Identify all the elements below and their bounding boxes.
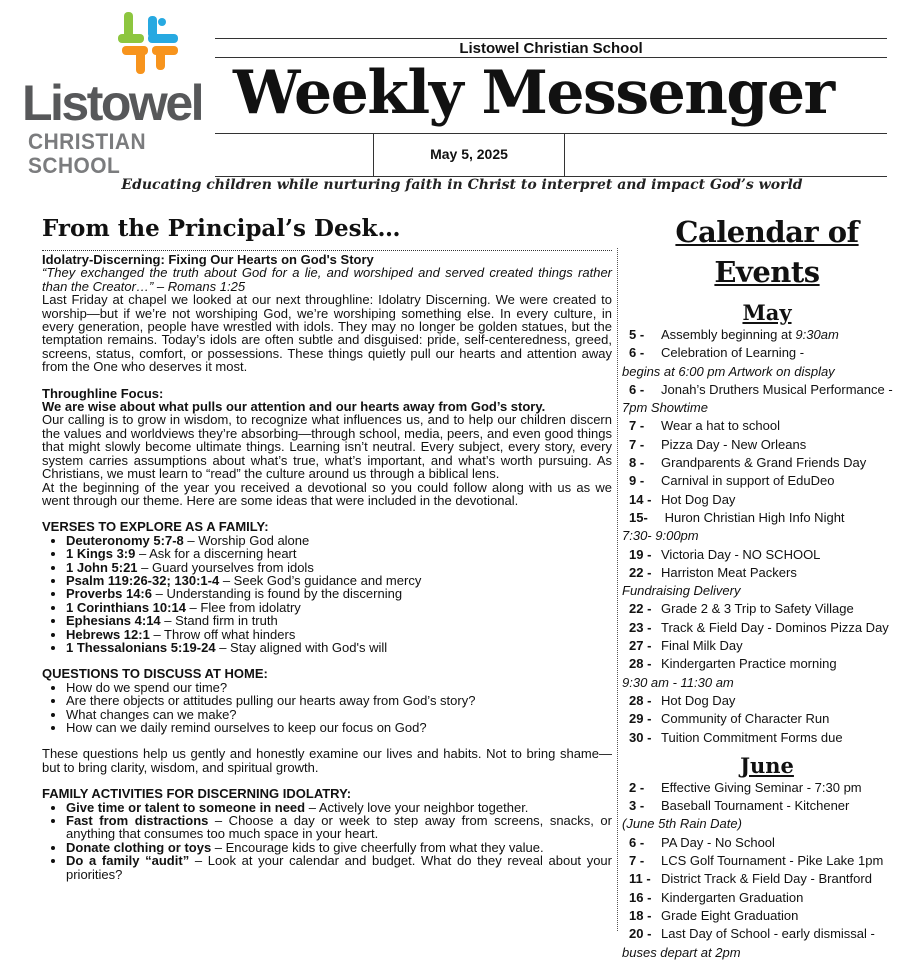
event-date: 6 - [629,345,645,361]
list-item: • Give time or talent to someone in need – Actively love your neighbor together. [66,801,612,814]
event-detail: 7pm Showtime [622,400,708,416]
event-date: 11 - [629,871,651,887]
event-item [622,834,912,852]
event-item [622,692,912,710]
list-item: • Psalm 119:26-32; 130:1-4 – Seek God’s guidance and mercy [66,574,612,587]
event-item [622,564,912,582]
logo-subtitle: CHRISTIAN SCHOOL [28,129,147,178]
list-item: • Are there objects or attitudes pulling our hearts away from God’s story? [66,694,612,707]
event-title: Victoria Day - NO SCHOOL [661,546,821,562]
event-date: 7 - [629,418,645,434]
paragraph-2: Our calling is to grow in wisdom, to recognize what influences us, and to help our children discern the values and worldviews they’re absorbing—through school, media, peers, and even good things that might slowly become ultimate things. Learning isn’t neutral. Every subject, every story, every system carries assumptions about what’s true, what’s important, and what’s worth pursuing. As Christians, we must learn to “read” the culture around us through a biblical lens. [42,412,612,482]
event-title: Community of Character Run [661,711,830,727]
questions-list [42,681,612,735]
verses-heading: VERSES TO EXPLORE AS A FAMILY: [42,519,269,535]
principal-section [42,214,612,881]
event-title: District Track & Field Day - Brantford [661,871,872,887]
event-item [622,779,912,797]
list-item: • Do a family “audit” – Look at your calendar and budget. What do they reveal about your priorities? [66,854,612,881]
event-date: 22 - [629,601,652,617]
focus-label: Throughline Focus: [42,385,164,401]
event-item [622,472,912,490]
event-title: Final Milk Day [661,638,743,654]
event-item [622,729,912,747]
event-item [622,454,912,472]
list-item: • 1 Kings 3:9 – Ask for a discerning heart [66,547,612,560]
event-detail: 9:30 am - 11:30 am [622,674,734,690]
month-heading-may: May [742,300,792,325]
event-title: LCS Golf Tournament - Pike Lake 1pm [661,853,884,869]
event-date: 6 - [629,834,645,850]
school-name: Listowel Christian School [459,40,643,57]
list-item: • 1 John 5:21 – Guard yourselves from idols [66,561,612,574]
event-item [622,344,912,362]
event-date: 28 - [629,692,652,708]
event-date: 3 - [629,798,645,814]
event-item [622,637,912,655]
event-date: 29 - [629,711,652,727]
event-detail: buses depart at 2pm [622,944,741,960]
principal-body [42,253,612,881]
event-title: Track & Field Day - Dominos Pizza Day [661,619,889,635]
event-title: Grade Eight Graduation [661,907,799,923]
event-date: 20 - [629,926,652,942]
paragraph-3: At the beginning of the year you received a devotional so you could follow along with us as we went through our theme. Here are some ideas that were included in the devotional. [42,479,612,508]
event-date: 23 - [629,619,652,635]
event-title: Pizza Day - New Orleans [661,436,807,452]
principal-heading: From the Principal’s Desk… [42,215,401,242]
event-title: Celebration of Learning - [661,345,805,361]
event-item [622,870,912,888]
event-item [622,852,912,870]
event-item [622,925,912,943]
event-item [622,907,912,925]
event-date: 30 - [629,729,652,745]
event-date: 2 - [629,779,645,795]
column-divider [617,248,618,931]
list-item: • Ephesians 4:14 – Stand firm in truth [66,614,612,627]
newsletter-title: Weekly Messenger [233,58,834,128]
event-detail: (June 5th Rain Date) [622,816,742,832]
event-detail: begins at 6:00 pm Artwork on display [622,363,835,379]
event-title: Grandparents & Grand Friends Day [661,455,867,471]
june-events [622,779,912,962]
focus-text: We are wise about what pulls our attention and our hearts away from God’s story. [42,399,546,415]
event-date: 18 - [629,907,652,923]
event-title: Tuition Commitment Forms due [661,729,843,745]
list-item: • 1 Corinthians 10:14 – Flee from idolatry [66,601,612,614]
list-item: • Fast from distractions – Choose a day or week to step away from screens, snacks, or anything that consumes too much space in your heart. [66,814,612,841]
logo-wordmark: Listowel [22,75,203,131]
event-item [622,326,912,344]
event-date: 22 - [629,564,652,580]
event-item [622,619,912,637]
event-title: Last Day of School - early dismissal - [661,926,875,942]
event-item [622,436,912,454]
event-title: Hot Dog Day [661,692,736,708]
event-item [622,655,912,673]
event-date: 28 - [629,656,652,672]
event-date: 8 - [629,455,645,471]
event-date: 5 - [629,327,645,342]
scripture-quote: “They exchanged the truth about God for a lie, and worshiped and served created things rather than the Creator…” – Romans 1:25 [42,265,612,294]
event-title: Jonah’s Druthers Musical Performance - [661,381,893,397]
event-title: PA Day - No School [661,834,775,850]
event-detail: Fundraising Delivery [622,583,741,599]
may-events [622,326,912,747]
event-item [622,600,912,618]
event-title: Harriston Meat Packers [661,564,797,580]
event-date: 19 - [629,546,652,562]
event-title: Effective Giving Seminar - 7:30 pm [661,779,862,795]
event-item [622,797,912,815]
event-date: 16 - [629,889,652,905]
event-title: Hot Dog Day [661,491,736,507]
event-date: 6 - [629,381,645,397]
event-item [622,710,912,728]
list-item: • Proverbs 14:6 – Understanding is found by the discerning [66,587,612,600]
school-logo [22,12,222,178]
event-date: 27 - [629,638,652,654]
event-date: 14 - [629,491,652,507]
list-item: • What changes can we make? [66,708,612,721]
list-item: • Hebrews 12:1 – Throw off what hinders [66,628,612,641]
event-title: Grade 2 & 3 Trip to Safety Village [661,601,854,617]
event-item [622,381,912,399]
month-heading-june: June [740,752,794,778]
issue-date: May 5, 2025 [373,133,565,176]
event-title: Baseball Tournament - Kitchener [661,798,850,814]
event-date: 7 - [629,853,645,869]
event-item [622,509,912,527]
event-item [622,491,912,509]
tagline: Educating children while nurturing faith in Christ to interpret and impact God’s world [121,177,803,193]
event-item [622,546,912,564]
event-item [622,417,912,435]
cross-emblem-icon [118,12,182,74]
event-date: 9 - [629,473,645,489]
list-item: • How can we daily remind ourselves to keep our focus on God? [66,721,612,734]
paragraph-1: Last Friday at chapel we looked at our next throughline: Idolatry Discerning. We were created to worship—but if we’re not worshiping God, we’re worshiping something else. In every culture, in every generation, people have wrestled with idols. They may no longer be golden statues, but the temptation remains. Today’s idols are often subtle and disguised: pride, self-centeredness, greed, screens, status, comfort, or possessions. These things quietly pull our hearts and attention away from the One who deserves it most. [42,292,612,375]
event-title: Assembly beginning at [661,327,796,342]
calendar-heading: Calendar of Events [675,215,859,289]
event-date: 15- [629,509,648,525]
event-detail: 7:30- 9:00pm [622,528,699,544]
activities-list [42,801,612,881]
paragraph-4: These questions help us gently and honestly examine our lives and habits. Not to bring shame—but to bring clarity, wisdom, and spiritual growth. [42,746,612,775]
activities-heading: FAMILY ACTIVITIES FOR DISCERNING IDOLATRY: [42,786,352,802]
list-item: • 1 Thessalonians 5:19-24 – Stay aligned with God's will [66,641,612,654]
questions-heading: QUESTIONS TO DISCUSS AT HOME: [42,666,268,682]
event-time: 9:30am [795,327,839,342]
event-title: Kindergarten Graduation [661,889,804,905]
list-item: • How do we spend our time? [66,681,612,694]
event-title: Carnival in support of EduDeo [661,473,835,489]
event-title: Kindergarten Practice morning [661,656,837,672]
list-item: • Donate clothing or toys – Encourage kids to give cheerfully from what they value. [66,841,612,854]
event-date: 7 - [629,436,645,452]
event-item [622,889,912,907]
event-title: Wear a hat to school [661,418,780,434]
calendar-section [622,212,912,962]
list-item: • Deuteronomy 5:7-8 – Worship God alone [66,534,612,547]
article-subheading: Idolatry-Discerning: Fixing Our Hearts on God's Story [42,252,374,267]
verses-list [42,534,612,655]
event-title: Huron Christian High Info Night [661,509,845,525]
section-divider [42,250,612,251]
